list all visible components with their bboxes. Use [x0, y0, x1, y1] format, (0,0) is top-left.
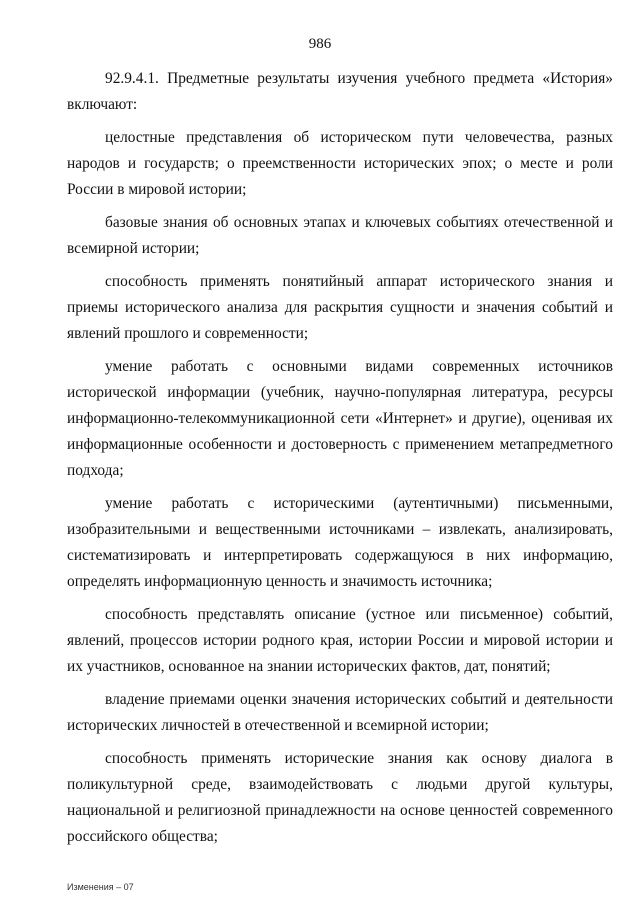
paragraph-item: способность представлять описание (устное или письменное) событий, явлений, процессов истории родного края, истории России и мировой истории и их участников, основанное на знании исторических фактов, дат, понятий; [67, 606, 613, 675]
paragraph-item: умение работать с историческими (аутентичными) письменными, изобразительными и вещественными источниками – извлекать, анализировать, систематизировать и интерпретировать содержащуюся в них информацию, определять информационную ценность и значимость источника; [67, 495, 613, 590]
paragraph-item: базовые знания об основных этапах и ключевых событиях отечественной и всемирной истории; [67, 214, 613, 257]
paragraph-item: целостные представления об историческом пути человечества, разных народов и государств; о преемственности исторических эпох; о месте и роли России в мировой истории; [67, 129, 613, 198]
page-number: 986 [308, 36, 332, 52]
paragraph-item: способность применять исторические знания как основу диалога в поликультурной среде, взаимодействовать с людьми другой культуры, национальной и религиозной принадлежности на основе ценностей современного российского общества; [67, 750, 613, 845]
paragraph-item: умение работать с основными видами современных источников исторической информации (учебник, научно-популярная литература, ресурсы информационно-телекоммуникационной сети «Интернет» и другие), оценивая их информационные особенности и достоверность с применением метапредметного подхода; [67, 358, 613, 479]
paragraph-heading: 92.9.4.1. Предметные результаты изучения учебного предмета «История» включают: [67, 70, 613, 113]
page-body [67, 66, 613, 850]
paragraph-item: способность применять понятийный аппарат исторического знания и приемы исторического анализа для раскрытия сущности и значения событий и явлений прошлого и современности; [67, 273, 613, 342]
footer-revision-note: Изменения – 07 [67, 882, 134, 892]
paragraph-item: владение приемами оценки значения исторических событий и деятельности исторических личностей в отечественной и всемирной истории; [67, 691, 613, 734]
